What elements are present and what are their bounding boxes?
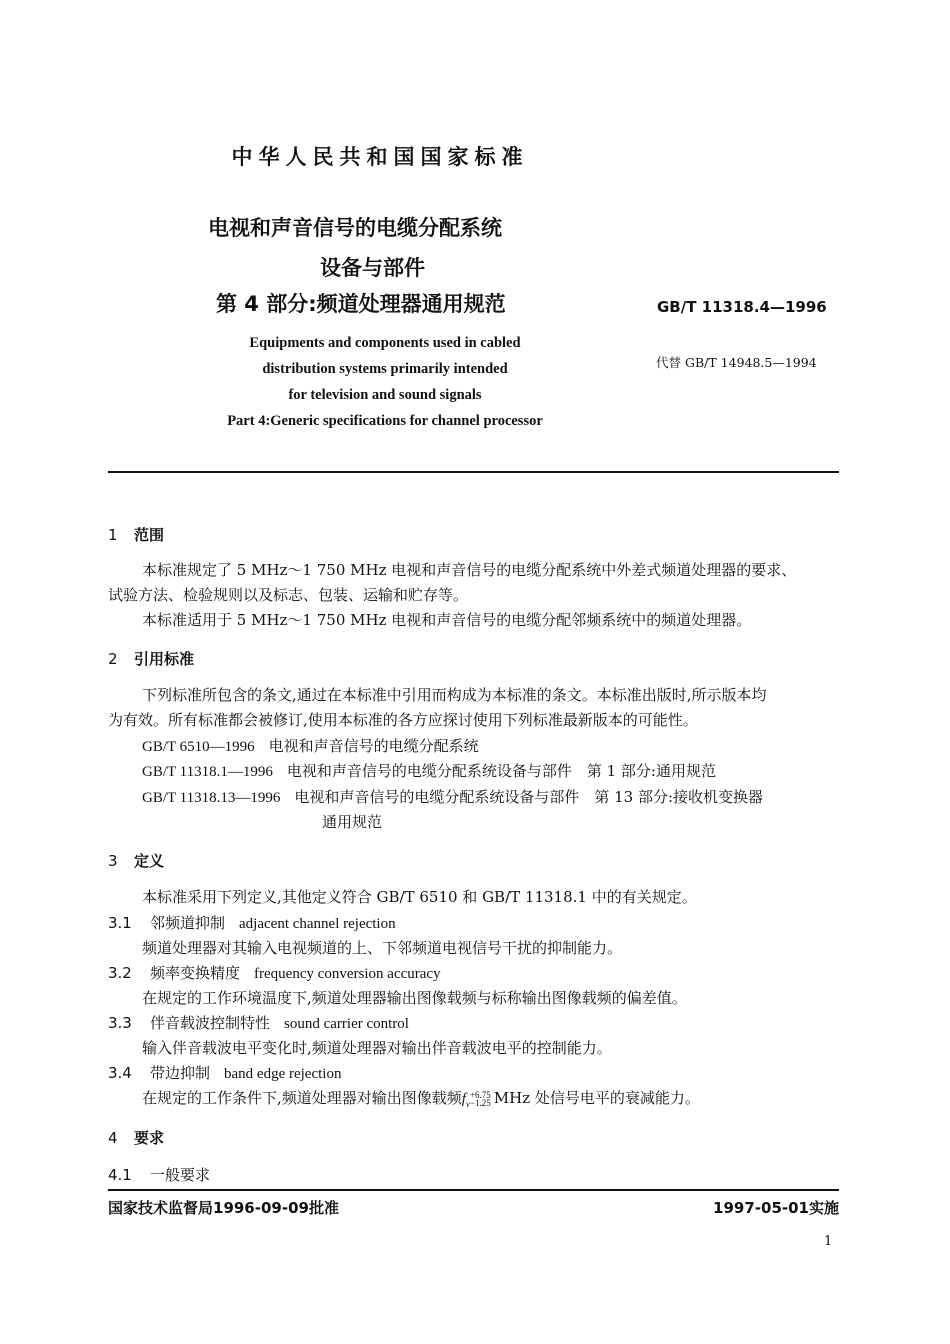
tolerance-minus: −1.25: [469, 1098, 491, 1108]
section-2-number: 2: [108, 650, 118, 668]
title-cn-line1: 电视和声音信号的电缆分配系统: [208, 216, 502, 240]
definition-heading: [108, 1012, 409, 1033]
definition-text-before: 在规定的工作条件下,频道处理器对输出图像载频: [142, 1089, 462, 1107]
definition-term-cn: 伴音载波控制特性: [150, 1014, 271, 1032]
carrier-symbol: f: [461, 1091, 466, 1107]
reference-item: [142, 735, 479, 756]
reference-item: [142, 786, 763, 807]
reference-item: [142, 760, 716, 781]
section-3-number: 3: [108, 852, 118, 870]
title-en-line3: for television and sound signals: [288, 387, 482, 403]
reference-code: GB/T 11318.13—1996: [142, 790, 281, 806]
definition-text: 在规定的工作环境温度下,频道处理器输出图像载频与标称输出图像载频的偏差值。: [142, 989, 687, 1007]
reference-code: GB/T 6510—1996: [142, 739, 255, 755]
definition-heading: [108, 1062, 341, 1083]
section-4-number: 4: [108, 1129, 118, 1147]
implementation-date: 1997-05-01实施: [713, 1199, 839, 1217]
definition-term-cn: 带边抑制: [150, 1064, 211, 1082]
definition-heading: [108, 962, 441, 983]
definition-term-cn: 频率变换精度: [150, 964, 241, 982]
section-1-title: 范围: [134, 526, 165, 544]
section-2-title: 引用标准: [134, 650, 195, 668]
section-1-number: 1: [108, 526, 118, 544]
title-cn-line3: 第 4 部分:频道处理器通用规范: [216, 292, 506, 316]
definition-term-en: band edge rejection: [224, 1066, 342, 1082]
reference-title: 电视和声音信号的电缆分配系统: [268, 737, 479, 755]
definition-term-en: frequency conversion accuracy: [254, 966, 441, 982]
replaces-standard: 代替 GB/T 14948.5—1994: [656, 355, 817, 370]
definition-text: [142, 1087, 700, 1109]
section-1-p1-line1: 本标准规定了 5 MHz～1 750 MHz 电视和声音信号的电缆分配系统中外差式频道处理器的要求、: [142, 561, 797, 579]
section-1-heading: [108, 524, 164, 545]
page-number: 1: [824, 1234, 833, 1249]
section-2-p1-line2: 为有效。所有标准都会被修订,使用本标准的各方应探讨使用下列标准最新版本的可能性。: [108, 711, 698, 729]
tolerance-plus: +6.75: [469, 1090, 491, 1100]
section-4-title: 要求: [134, 1129, 165, 1147]
definition-number: 3.4: [108, 1064, 132, 1082]
definition-number: 3.1: [108, 914, 132, 932]
definition-text: 输入伴音载波电平变化时,频道处理器对输出伴音载波电平的控制能力。: [142, 1039, 612, 1057]
title-en-line1: Equipments and components used in cabled: [249, 335, 521, 351]
footer-divider: [108, 1189, 839, 1191]
section-4-heading: [108, 1127, 164, 1148]
section-3-heading: [108, 850, 164, 871]
reference-title: 电视和声音信号的电缆分配系统设备与部件 第 13 部分:接收机变换器: [294, 788, 764, 806]
tolerance-stack: [470, 1091, 491, 1107]
reference-code: GB/T 11318.1—1996: [142, 764, 273, 780]
subsection-heading: [108, 1164, 210, 1185]
definition-number: 3.3: [108, 1014, 132, 1032]
reference-title-continuation: 通用规范: [322, 813, 383, 831]
subsection-number: 4.1: [108, 1166, 132, 1184]
definition-term-en: sound carrier control: [284, 1016, 409, 1032]
definition-term-cn: 邻频道抑制: [150, 914, 226, 932]
section-2-p1-line1: 下列标准所包含的条文,通过在本标准中引用而构成为本标准的条文。本标准出版时,所示版本均: [142, 686, 767, 704]
section-1-p2: 本标准适用于 5 MHz～1 750 MHz 电视和声音信号的电缆分配邻频系统中的频道处理器。: [142, 611, 752, 629]
definition-number: 3.2: [108, 964, 132, 982]
subsection-title: 一般要求: [150, 1166, 211, 1184]
title-en-line4: Part 4:Generic specifications for channel processor: [227, 413, 543, 429]
national-standard-label: 中华人民共和国国家标准: [231, 145, 529, 169]
section-3-intro: 本标准采用下列定义,其他定义符合 GB/T 6510 和 GB/T 11318.1 中的有关规定。: [142, 888, 697, 906]
section-2-heading: [108, 648, 194, 669]
definition-text: 频道处理器对其输入电视频道的上、下邻频道电视信号干扰的抑制能力。: [142, 939, 623, 957]
title-cn-line2: 设备与部件: [320, 256, 425, 280]
definition-term-en: adjacent channel rejection: [239, 916, 396, 932]
section-3-title: 定义: [134, 852, 165, 870]
standard-number: GB/T 11318.4—1996: [657, 298, 827, 316]
definition-text-after: MHz 处信号电平的衰减能力。: [493, 1089, 700, 1107]
carrier-symbol-sub: v: [465, 1099, 470, 1109]
header-divider: [108, 471, 839, 473]
title-en-line2: distribution systems primarily intended: [262, 361, 508, 377]
section-1-p1-line2: 试验方法、检验规则以及标志、包装、运输和贮存等。: [108, 586, 469, 604]
reference-title: 电视和声音信号的电缆分配系统设备与部件 第 1 部分:通用规范: [286, 762, 716, 780]
definition-heading: [108, 912, 396, 933]
approval-note: 国家技术监督局1996-09-09批准: [108, 1199, 339, 1217]
